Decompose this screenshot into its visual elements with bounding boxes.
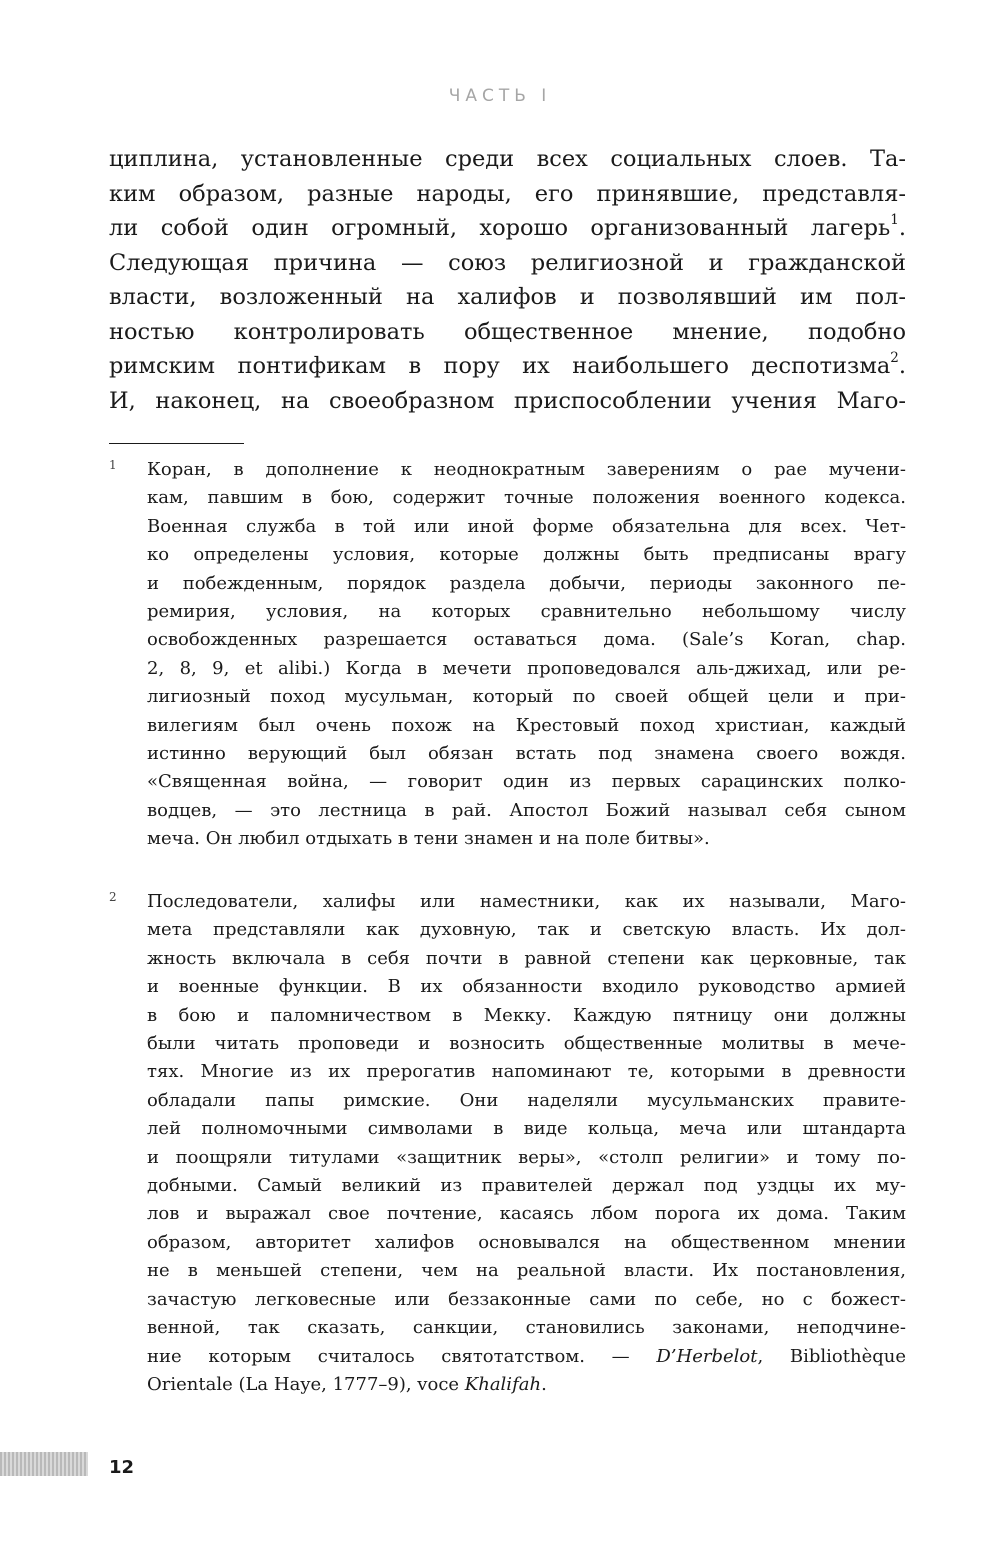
main-line-period: . bbox=[898, 215, 906, 241]
footnote-line: 2, 8, 9, et alibi.) Когда в мечети проповедовался аль-джихад, или ре- bbox=[147, 657, 906, 679]
main-text bbox=[109, 142, 906, 418]
footnote-line: были читать проповеди и возносить общественные молитвы в мече- bbox=[147, 1033, 906, 1055]
footnote-ref-1: 1 bbox=[890, 212, 899, 229]
citation-end: . bbox=[541, 1373, 547, 1395]
footnote-line: в бою и паломничеством в Мекку. Каждую пятницу они должны bbox=[147, 1004, 906, 1026]
main-line: ким образом, разные народы, его принявшие, представля- bbox=[109, 180, 906, 207]
main-line: Следующая причина — союз религиозной и гражданской bbox=[109, 249, 906, 276]
main-line: власти, возложенный на халифов и позволявший им пол- bbox=[109, 284, 906, 310]
footnote-line: образом, авторитет халифов основывался на общественном мнении bbox=[147, 1231, 906, 1253]
main-line-text: римским понтификам в пору их наибольшего деспотизма bbox=[109, 353, 891, 379]
footnote-line: тях. Многие из их прерогатив напоминают те, которыми в древности bbox=[147, 1061, 906, 1083]
footnote-line: меча. Он любил отдыхать в тени знамен и на поле битвы». bbox=[147, 828, 710, 850]
main-line: ностью контролировать общественное мнение, подобно bbox=[109, 318, 906, 345]
footnote-line: мета представляли как духовную, так и светскую власть. Их дол- bbox=[147, 919, 906, 941]
footnote-body bbox=[147, 456, 906, 854]
page-number: 12 bbox=[109, 1457, 135, 1478]
footnote-line bbox=[147, 1343, 906, 1371]
author-name: D’Herbelot bbox=[656, 1345, 758, 1367]
running-head: ЧАСТЬ I bbox=[448, 86, 552, 106]
footnote-body bbox=[147, 888, 906, 1399]
footnote-line: освобожденных разрешается оставаться дома. (Sale’s Koran, chap. bbox=[147, 629, 906, 651]
footnote-number: 1 bbox=[109, 458, 117, 472]
scan-edge-mark bbox=[0, 1452, 88, 1476]
main-line: И, наконец, на своеобразном приспособлении учения Маго- bbox=[109, 387, 906, 414]
footnote-line-text: ние которым считалось святотатством. — bbox=[147, 1345, 657, 1367]
footnote-line: ремирия, условия, на которых сравнительно небольшому числу bbox=[147, 601, 906, 623]
main-line-text: ли собой один огромный, хорошо организованный лагерь bbox=[109, 215, 891, 241]
citation-text: , Bibliothèque bbox=[757, 1345, 906, 1367]
footnote-separator bbox=[109, 443, 244, 444]
footnote-line: истинно верующий был обязан встать под знамена своего вождя. bbox=[147, 743, 906, 765]
footnote-line: лов и выражал свое почтение, касаясь лбом порога их дома. Таким bbox=[147, 1203, 906, 1225]
footnote-number: 2 bbox=[109, 890, 117, 904]
footnote-line: и побежденным, порядок раздела добычи, периоды законного пе- bbox=[147, 572, 906, 594]
citation-text: Orientale (La Haye, 1777–9), voce bbox=[147, 1373, 465, 1395]
footnote-line bbox=[147, 1371, 906, 1399]
footnote-line: и поощряли титулами «защитник веры», «столп религии» и тому по- bbox=[147, 1146, 906, 1168]
footnote-line: и военные функции. В их обязанности входило руководство армией bbox=[147, 976, 906, 998]
footnote-line: обладали папы римские. Они наделяли мусульманских правите- bbox=[147, 1089, 906, 1111]
footnote-line: ко определены условия, которые должны быть предписаны врагу bbox=[147, 544, 906, 566]
main-line-period: . bbox=[898, 353, 906, 379]
footnote-line: вилегиям был очень похож на Крестовый поход христиан, каждый bbox=[147, 714, 906, 736]
footnote-line: лей полномочными символами в виде кольца, меча или штандарта bbox=[147, 1118, 906, 1140]
footnote-line: «Священная война, — говорит один из первых сарацинских полко- bbox=[147, 771, 906, 793]
main-line bbox=[109, 349, 906, 384]
footnote-ref-2: 2 bbox=[890, 350, 899, 367]
main-line bbox=[109, 211, 906, 246]
footnote-line: зачастую легковесные или беззаконные сами по себе, но с божест- bbox=[147, 1288, 906, 1310]
citation-term: Khalifah bbox=[464, 1373, 542, 1395]
footnote-line: лигиозный поход мусульман, который по своей общей цели и при- bbox=[147, 686, 906, 708]
footnote-line: Военная служба в той или иной форме обязательна для всех. Чет- bbox=[147, 515, 906, 537]
main-line: циплина, установленные среди всех социальных слоев. Та- bbox=[109, 146, 906, 172]
footnote-line: не в меньшей степени, чем на реальной власти. Их постановления, bbox=[147, 1260, 906, 1282]
footnote-line: добными. Самый великий из правителей держал под уздцы их му- bbox=[147, 1175, 906, 1197]
footnote-line: Последователи, халифы или наместники, как их называли, Маго- bbox=[147, 891, 906, 912]
footnote-line: водцев, — это лестница в рай. Апостол Божий называл себя сыном bbox=[147, 799, 906, 821]
footnote-line: венной, так сказать, санкции, становились законами, неподчине- bbox=[147, 1317, 906, 1339]
footnote-line: Коран, в дополнение к неоднократным заверениям о рае мучени- bbox=[147, 459, 906, 480]
footnote-line: кам, павшим в бою, содержит точные положения военного кодекса. bbox=[147, 487, 906, 509]
footnote-line: жность включала в себя почти в равной степени как церковные, так bbox=[147, 947, 906, 969]
